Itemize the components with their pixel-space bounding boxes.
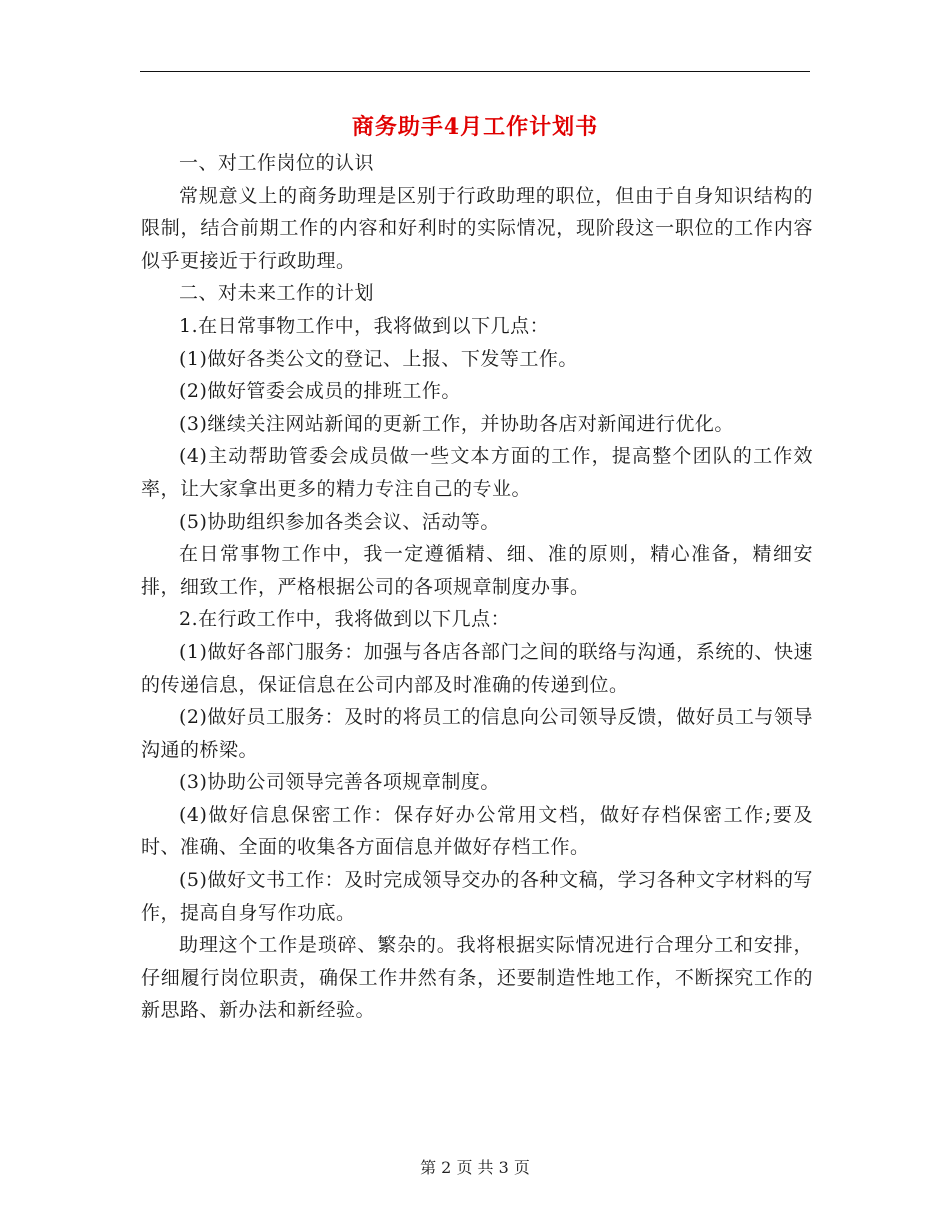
- section-heading-1: 一、对工作岗位的认识: [179, 152, 375, 174]
- page-footer: 第 2 页 共 3 页: [420, 1158, 530, 1177]
- list-item: (4)主动帮助管委会成员做一些文本方面的工作，提高整个团队的工作效率，让大家拿出更多的精力专注自己的专业。: [141, 445, 813, 500]
- list-item: (2)做好员工服务：及时的将员工的信息向公司领导反馈，做好员工与领导沟通的桥梁。: [141, 706, 813, 761]
- subheading: 2.在行政工作中，我将做到以下几点：: [179, 608, 511, 631]
- document-title: 商务助手4月工作计划书: [351, 114, 599, 140]
- list-item: (4)做好信息保密工作：保存好办公常用文档，做好存档保密工作;要及时、准确、全面的收集各方面信息并做好存档工作。: [141, 803, 813, 859]
- list-item: (1)做好各类公文的登记、上报、下发等工作。: [179, 347, 578, 370]
- paragraph: 在日常事物工作中，我一定遵循精、细、准的原则，精心准备，精细安排，细致工作，严格根据公司的各项规章制度办事。: [141, 543, 813, 598]
- list-item: (3)继续关注网站新闻的更新工作，并协助各店对新闻进行优化。: [179, 412, 734, 435]
- list-item: (5)协助组织参加各类会议、活动等。: [179, 510, 500, 533]
- header-rule: [140, 71, 810, 72]
- subheading: 1.在日常事物工作中，我将做到以下几点：: [179, 314, 550, 337]
- list-item: (5)做好文书工作：及时完成领导交办的各种文稿，学习各种文字材料的写作，提高自身写作功底。: [141, 869, 813, 924]
- list-item: (2)做好管委会成员的排班工作。: [179, 380, 461, 403]
- document-body: [141, 147, 813, 1027]
- paragraph: 常规意义上的商务助理是区别于行政助理的职位，但由于自身知识结构的限制，结合前期工作的内容和好利时的实际情况，现阶段这一职位的工作内容似乎更接近于行政助理。: [141, 184, 813, 272]
- paragraph: 助理这个工作是琐碎、繁杂的。我将根据实际情况进行合理分工和安排，仔细履行岗位职责，确保工作井然有条，还要制造性地工作，不断探究工作的新思路、新办法和新经验。: [141, 934, 813, 1022]
- list-item: (1)做好各部门服务：加强与各店各部门之间的联络与沟通，系统的、快速的传递信息，保证信息在公司内部及时准确的传递到位。: [141, 640, 813, 696]
- list-item: (3)协助公司领导完善各项规章制度。: [179, 771, 500, 794]
- section-heading-2: 二、对未来工作的计划: [179, 282, 375, 305]
